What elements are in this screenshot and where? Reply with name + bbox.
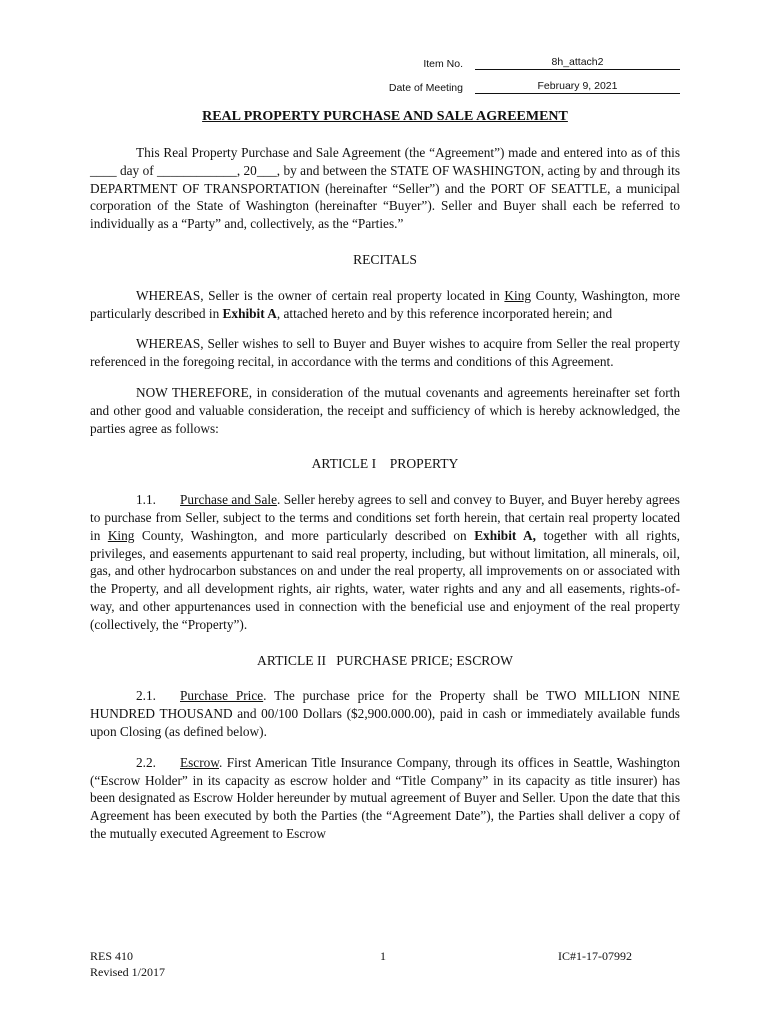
document-body bbox=[90, 144, 680, 843]
item-number-row bbox=[340, 56, 680, 70]
section-1-1-text-b: County, Washington, and more particularly described on bbox=[134, 527, 475, 543]
article-1-heading: ARTICLE I PROPERTY bbox=[311, 456, 459, 472]
recital-1-text-a: WHEREAS, Seller is the owner of certain real property located in bbox=[136, 287, 505, 303]
section-2-2-text: . First American Title Insurance Company, through its offices in Seattle, Washington (“Escrow Holder” in its capacity as escrow holder and “Title Company” in its capacity as title insurer) has been designated as Escrow Holder hereunder by mutual agreement of Buyer and Seller. Upon the date that this Agreement has been executed by both the Parties (the “Agreement Date”), the Parties shall deliver a copy of the mutually executed Agreement to Escrow bbox=[90, 754, 680, 841]
section-1-1-exhibit: Exhibit A, bbox=[474, 527, 536, 543]
section-2-2 bbox=[90, 754, 680, 843]
document-title: REAL PROPERTY PURCHASE AND SALE AGREEMENT bbox=[202, 109, 568, 124]
now-therefore-paragraph: NOW THEREFORE, in consideration of the mutual covenants and agreements hereinafter set forth and other good and valuable consideration, the receipt and sufficiency of which is hereby acknowledged, the parties agree as follows: bbox=[90, 384, 680, 436]
section-1-1-number: 1.1. bbox=[136, 492, 156, 508]
intro-paragraph: This Real Property Purchase and Sale Agreement (the “Agreement”) made and entered into as of this ____ day of ____________, 20___, by and between the STATE OF WASHINGTON, acting by and through its DEPARTMENT OF TRANSPORTATION (hereinafter “Seller”) and the PORT OF SEATTLE, a municipal corporation of the State of Washington (hereinafter “Buyer”). Seller and Buyer shall each be referred to individually as a “Party” and, collectively, as the “Parties.” bbox=[90, 145, 680, 232]
meeting-date-value: February 9, 2021 bbox=[475, 80, 680, 94]
item-number-value: 8h_attach2 bbox=[475, 56, 680, 70]
section-2-1 bbox=[90, 687, 680, 740]
page-number: 1 bbox=[380, 949, 386, 963]
section-1-1-text-c: together with all rights, privileges, and easements appurtenant to said real property, including, but without limitation, all minerals, oil, gas, and other hydrocarbon substances on and under the real property, all improvements on or associated with the Property, and all development rights, air rights, water, water rights and any and all easements, rights-of-way, and other appurtenances used in connection with the beneficial use and enjoyment of the real property (collectively, the “Property”). bbox=[90, 527, 680, 632]
section-1-1-county: King bbox=[107, 527, 135, 543]
section-2-2-number: 2.2. bbox=[136, 754, 156, 770]
section-1-1-title: Purchase and Sale bbox=[180, 492, 277, 508]
recital-2: WHEREAS, Seller wishes to sell to Buyer and Buyer wishes to acquire from Seller the real property referenced in the foregoing recital, in accordance with the terms and conditions of this Agreement. bbox=[90, 336, 680, 370]
section-2-1-title: Purchase Price bbox=[180, 688, 264, 704]
section-1-1-text-a: . Seller hereby agrees to sell and convey to Buyer, and Buyer hereby agrees to purchase from Seller, subject to the terms and conditions set forth herein, that certain real property located in bbox=[90, 492, 680, 543]
footer-form-info bbox=[90, 948, 165, 980]
footer-revised: Revised 1/2017 bbox=[90, 965, 165, 979]
meeting-date-label: Date of Meeting bbox=[388, 82, 463, 94]
recitals-heading: RECITALS bbox=[353, 251, 417, 267]
article-2-heading: ARTICLE II PURCHASE PRICE; ESCROW bbox=[257, 652, 513, 668]
section-1-1 bbox=[90, 491, 680, 633]
recital-1-text-c: , attached hereto and by this reference incorporated herein; and bbox=[276, 305, 613, 321]
section-2-1-number: 2.1. bbox=[136, 688, 156, 704]
section-2-1-text: . The purchase price for the Property shall be TWO MILLION NINE HUNDRED THOUSAND and 00/100 Dollars ($2,900.000.00), paid in cash or immediately available funds upon Closing (as defined below). bbox=[90, 688, 680, 739]
recital-1-county: King bbox=[504, 287, 532, 303]
footer-ic-number: IC#1-17-07992 bbox=[558, 949, 632, 963]
meeting-date-row bbox=[340, 80, 680, 94]
footer-form-number: RES 410 bbox=[90, 949, 134, 963]
item-number-label: Item No. bbox=[423, 58, 463, 70]
section-2-2-title: Escrow bbox=[180, 754, 220, 770]
recital-1 bbox=[90, 287, 680, 323]
recital-1-text-b: County, Washington, more particularly described in bbox=[90, 287, 681, 321]
recital-1-exhibit: Exhibit A bbox=[222, 305, 277, 321]
